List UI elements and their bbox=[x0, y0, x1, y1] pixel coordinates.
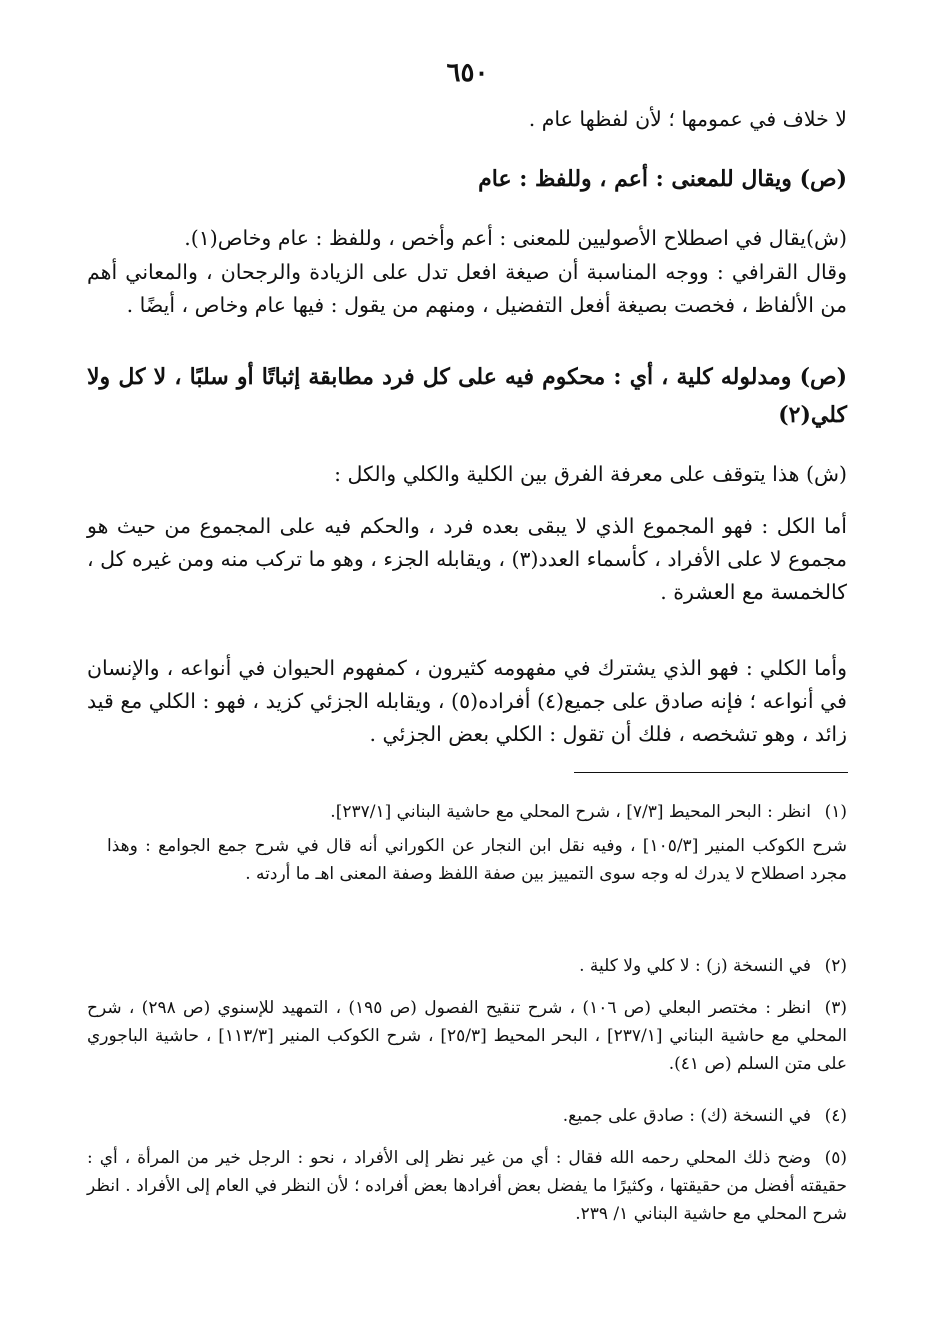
footnote-4-number: (٤) bbox=[824, 1106, 847, 1126]
footnote-1 bbox=[87, 798, 847, 826]
footnote-5-number: (٥) bbox=[824, 1148, 847, 1168]
footnote-3-text: انظر : مختصر البعلي (ص ١٠٦) ، شرح تنقيح الفصول (ص ١٩٥) ، التمهيد للإسنوي (ص ٢٩٨) ، شرح المحلي مع حاشية البناني [٢٣٧/١] ، البحر المحيط [٢٥/٣] ، شرح الكوكب المنير [١١٣/٣] ، حاشية الباجوري على متن السلم (ص ٤١). bbox=[87, 998, 847, 1074]
paragraph-3: (ش)يقال في اصطلاح الأصوليين للمعنى : أعم وأخص ، وللفظ : عام وخاص(١). bbox=[184, 226, 847, 250]
paragraph-6: (ش) هذا يتوقف على معرفة الفرق بين الكلية والكلي والكل : bbox=[334, 462, 847, 486]
paragraph-text-5: (ص) ومدلوله كلية ، أي : محكوم فيه على كل فرد مطابقة إثباتًا أو سلبًا ، لا كل ولا كلي(٢) bbox=[87, 364, 847, 428]
footnote-2 bbox=[87, 952, 847, 980]
page-number: ٦٥٠ bbox=[446, 58, 489, 88]
footnote-3-number: (٣) bbox=[824, 998, 847, 1018]
footnote-4 bbox=[87, 1102, 847, 1130]
footnote-5-text: وضح ذلك المحلي رحمه الله فقال : أي من غير نظر إلى الأفراد ، نحو : الرجل خير من المرأة ، أي : حقيقته أفضل من حقيقتها ، وكثيرًا ما يفضل بعض أفرادها بعض أفراده ؛ لأن النظر في العام إلى الأفراد . انظر شرح المحلي مع حاشية البناني ١/ ٢٣٩. bbox=[87, 1148, 847, 1224]
footnote-1-text: انظر : البحر المحيط [٧/٣] ، شرح المحلي مع حاشية البناني [٢٣٧/١]. bbox=[330, 802, 811, 822]
paragraph-4: وقال القرافي : ووجه المناسبة أن صيغة افعل تدل على الزيادة والرجحان ، والمعاني أهم من الألفاظ ، فخصت بصيغة أفعل التفضيل ، ومنهم من يقول : فيها عام وخاص ، أيضًا . bbox=[87, 260, 847, 317]
footnote-1-number: (١) bbox=[824, 802, 847, 822]
paragraph-7: أما الكل : فهو المجموع الذي لا يبقى بعده فرد ، والحكم فيه على المجموع من حيث هو مجموع لا على الأفراد ، كأسماء العدد(٣) ، ويقابله الجزء ، وهو ما تركب منه ومن غيره كل ، كالخمسة مع العشرة . bbox=[87, 514, 847, 604]
paragraph-8: وأما الكلي : فهو الذي يشترك في مفهومه كثيرون ، كمفهوم الحيوان في أنواعه ، والإنسان في أنواعه ؛ فإنه صادق على جميع(٤) أفراده(٥) ، ويقابله الجزئي كزيد ، فهو : الكلي مع قيد زائد ، وهو تشخصه ، فلك أن تقول : الكلي بعض الجزئي . bbox=[87, 656, 847, 746]
paragraph-text-2: (ص) ويقال للمعنى : أعم ، وللفظ : عام bbox=[478, 166, 847, 192]
footnote-1-continuation: شرح الكوكب المنير [١٠٥/٣] ، وفيه نقل ابن النجار عن الكوراني أنه قال في شرح جمع الجوامع : وهذا مجرد اصطلاح لا يدرك له وجه سوى التمييز بين صفة اللفظ وصفة المعنى اهـ ما أردته . bbox=[107, 836, 847, 884]
paragraph-1: لا خلاف في عمومها ؛ لأن لفظها عام . bbox=[528, 107, 847, 131]
footnote-5 bbox=[87, 1144, 847, 1228]
footnote-2-text: في النسخة (ز) : لا كلي ولا كلية . bbox=[579, 956, 811, 976]
footnote-3 bbox=[87, 994, 847, 1078]
footnote-2-number: (٢) bbox=[824, 956, 847, 976]
footnote-separator bbox=[574, 772, 848, 773]
footnote-4-text: في النسخة (ك) : صادق على جميع. bbox=[562, 1106, 811, 1126]
